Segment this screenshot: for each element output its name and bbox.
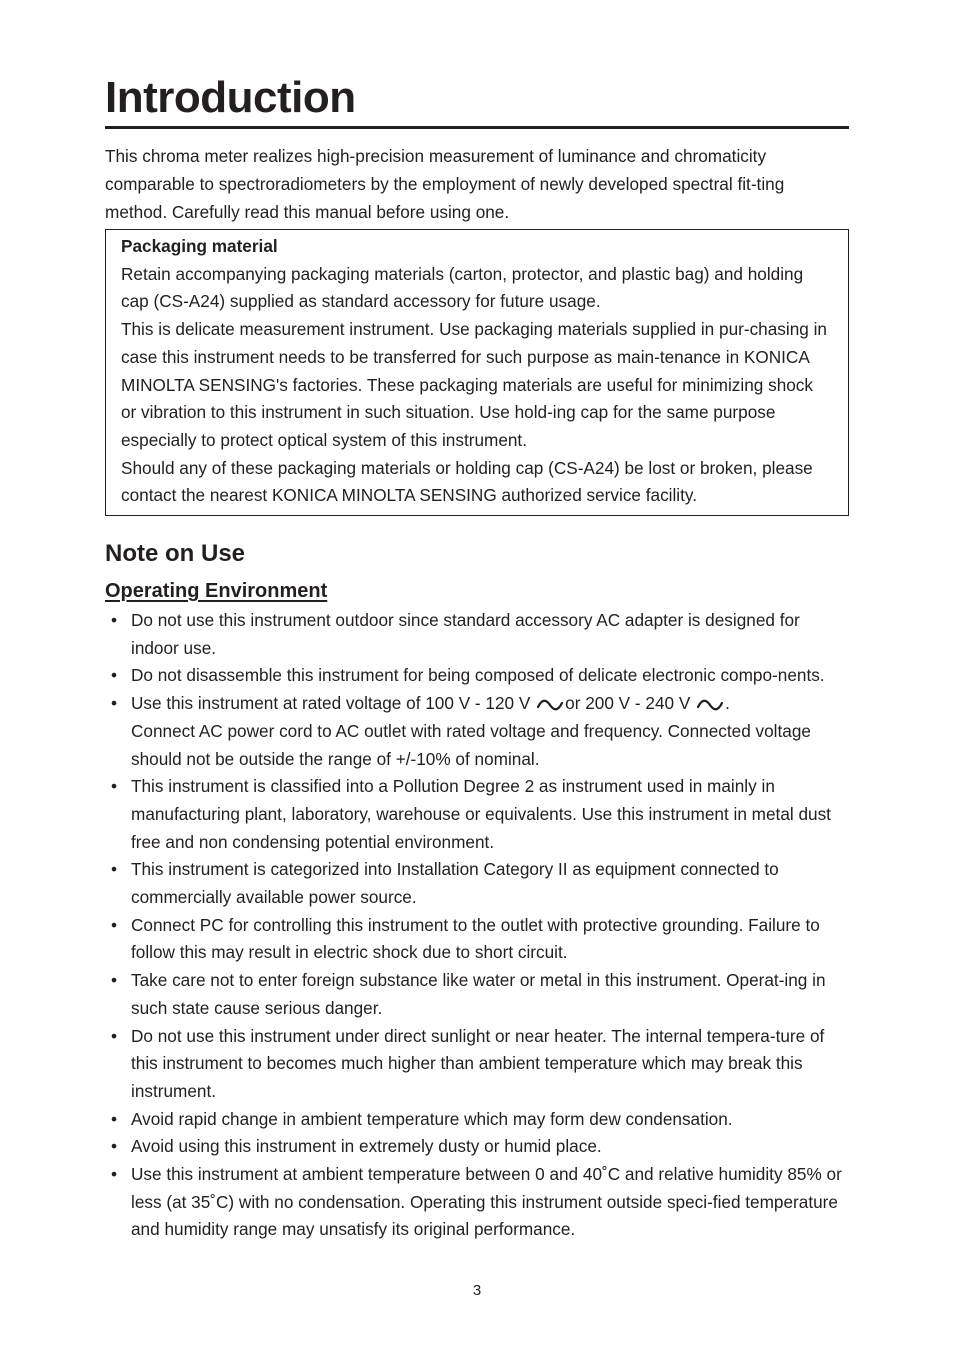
list-item-text: Do not disassemble this instrument for being composed of delicate electronic compo-nents.	[131, 665, 825, 686]
page-title: Introduction	[105, 72, 849, 129]
notice-paragraph: Retain accompanying packaging materials (carton, protector, and plastic bag) and holding cap (CS-A24) supplied as standard accessory for future usage.	[121, 263, 804, 312]
list-item	[105, 1023, 849, 1106]
list-item	[105, 1106, 849, 1134]
subsection-heading: Operating Environment	[105, 580, 328, 602]
bullet-icon: •	[111, 914, 118, 935]
bullet-icon: •	[111, 693, 118, 714]
list-item	[105, 662, 849, 690]
list-item	[105, 856, 849, 911]
list-item-text: This instrument is categorized into Installation Category II as equipment connected to commercially available power source.	[131, 859, 779, 908]
bullet-icon: •	[111, 776, 118, 797]
bullet-icon: •	[111, 1025, 118, 1046]
bullet-icon: •	[111, 859, 118, 880]
list-item	[105, 690, 849, 773]
bullet-icon: •	[111, 1136, 118, 1157]
list-item	[105, 912, 849, 967]
list-item	[105, 607, 849, 662]
bullet-icon: •	[111, 1108, 118, 1129]
section-heading: Note on Use	[105, 540, 246, 567]
bullet-icon: •	[111, 610, 118, 630]
list-item-text: Use this instrument at ambient temperature between 0 and 40˚C and relative humidity 85% or less (at 35˚C) with no condensation. Operating this instrument outside speci-fied temperature and humidity range may unsatisfy its original performance.	[131, 1164, 842, 1240]
list-item-text: Connect AC power cord to AC outlet with rated voltage and frequency. Connected voltage should not be outside the range of +/-10% of nominal.	[131, 720, 811, 769]
bullet-icon: •	[111, 970, 118, 991]
list-item-text: .	[725, 693, 730, 714]
list-item	[105, 967, 849, 1022]
bullet-icon: •	[111, 665, 118, 686]
notice-paragraph: This is delicate measurement instrument. Use packaging materials supplied in pur-chasing in case this instrument needs to be transferred for such purpose as main-tenance in KONICA MINOLTA SENSING's factories. These packaging materials are useful for minimizing shock or vibration to this instrument in such situation. Use hold-ing cap for the same purpose especially to protect optical system of this instrument.	[121, 319, 827, 450]
list-item-text: Take care not to enter foreign substance like water or metal in this instrument. Operat-ing in such state cause serious danger.	[131, 970, 826, 1018]
list-item-text: Do not use this instrument under direct sunlight or near heater. The internal tempera-ture of this instrument to becomes much higher than ambient temperature which may break this instrument.	[131, 1025, 825, 1101]
list-item-text: Do not use this instrument outdoor since standard accessory AC adapter is designed for indoor use.	[131, 610, 800, 658]
list-item-text: Use this instrument at rated voltage of 100 V - 120 V	[131, 693, 531, 714]
list-item	[105, 1161, 849, 1244]
ac-symbol-icon	[536, 698, 564, 712]
ac-symbol-icon	[696, 698, 724, 712]
bullet-icon: •	[111, 1164, 118, 1185]
list-item-text: Avoid rapid change in ambient temperature which may form dew condensation.	[131, 1108, 733, 1129]
notice-box-title: Packaging material	[121, 236, 278, 256]
page-number: 3	[472, 1282, 482, 1299]
list-item	[105, 773, 849, 856]
packaging-notice-box	[105, 229, 849, 516]
list-item-text: Connect PC for controlling this instrument to the outlet with protective grounding. Failure to follow this may result in electric shock due to short circuit.	[131, 914, 820, 963]
list-item-text: This instrument is classified into a Pollution Degree 2 as instrument used in mainly in manufacturing plant, laboratory, warehouse or equivalents. Use this instrument in metal dust free and non condensing potential environment.	[131, 776, 831, 852]
list-item	[105, 1133, 849, 1161]
list-item-text: or 200 V - 240 V	[565, 693, 691, 714]
list-item-text: Avoid using this instrument in extremely dusty or humid place.	[131, 1136, 602, 1157]
notice-paragraph: Should any of these packaging materials or holding cap (CS-A24) be lost or broken, please contact the nearest KONICA MINOLTA SENSING authorized service facility.	[121, 457, 813, 506]
operating-environment-list	[105, 607, 849, 1244]
intro-paragraph: This chroma meter realizes high-precision measurement of luminance and chromaticity comparable to spectroradiometers by the employment of newly developed spectral fit-ting method. Carefully read this manual before using one.	[105, 146, 785, 222]
